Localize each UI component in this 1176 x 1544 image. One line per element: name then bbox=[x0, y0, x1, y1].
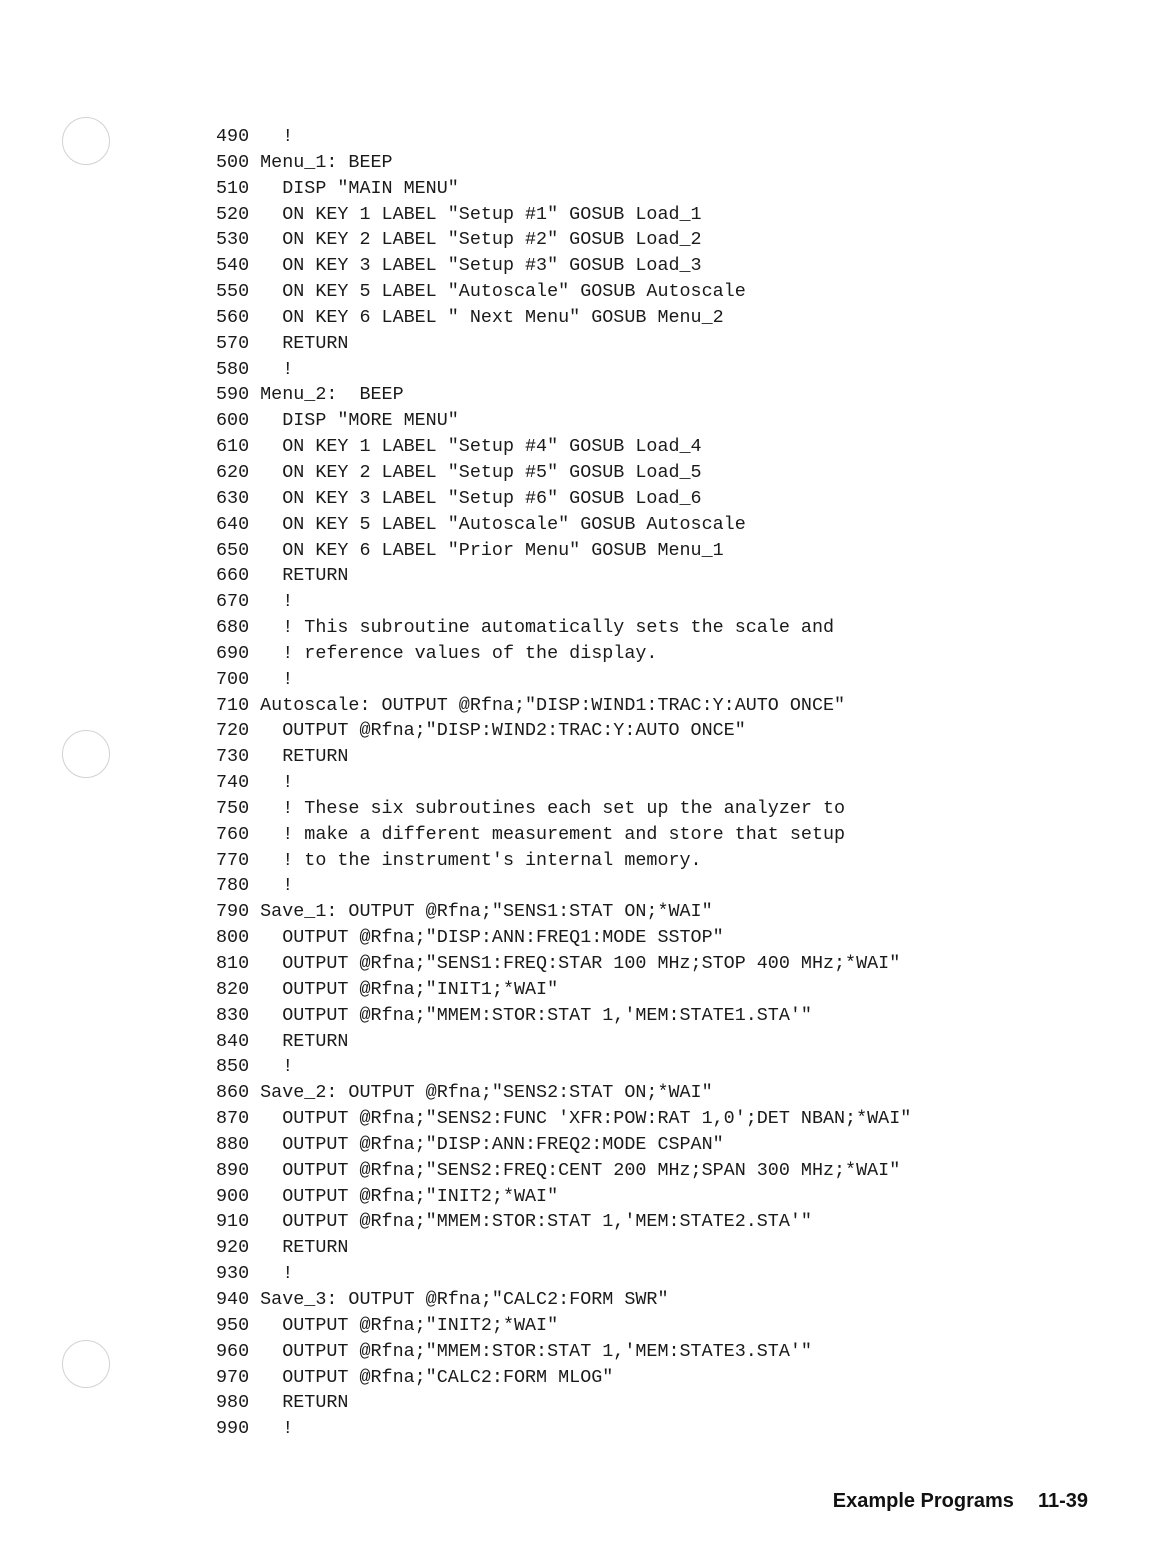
code-line: 710 Autoscale: OUTPUT @Rfna;"DISP:WIND1:TRAC:Y:AUTO ONCE" bbox=[216, 694, 846, 716]
code-line: 980 RETURN bbox=[216, 1392, 349, 1414]
code-line: 490 ! bbox=[216, 126, 294, 147]
footer-section-title: Example Programs bbox=[832, 1490, 1014, 1512]
code-line: 690 ! reference values of the display. bbox=[216, 642, 658, 664]
code-line: 890 OUTPUT @Rfna;"SENS2:FREQ:CENT 200 MHz;SPAN 300 MHz;*WAI" bbox=[216, 1159, 901, 1181]
code-line: 780 ! bbox=[216, 875, 294, 897]
code-line: 850 ! bbox=[216, 1056, 294, 1078]
code-line: 570 RETURN bbox=[216, 332, 349, 354]
code-line: 820 OUTPUT @Rfna;"INIT1;*WAI" bbox=[216, 978, 559, 1000]
code-line: 610 ON KEY 1 LABEL "Setup #4" GOSUB Load_4 bbox=[216, 436, 702, 458]
code-line: 760 ! make a different measurement and store that setup bbox=[216, 823, 846, 845]
code-line: 840 RETURN bbox=[216, 1030, 349, 1052]
code-line: 790 Save_1: OUTPUT @Rfna;"SENS1:STAT ON;*WAI" bbox=[216, 901, 713, 923]
code-line: 670 ! bbox=[216, 591, 294, 613]
code-line: 700 ! bbox=[216, 668, 294, 690]
code-line: 930 ! bbox=[216, 1263, 294, 1285]
code-line: 740 ! bbox=[216, 772, 294, 794]
code-line: 830 OUTPUT @Rfna;"MMEM:STOR:STAT 1,'MEM:STATE1.STA'" bbox=[216, 1004, 812, 1026]
code-line: 530 ON KEY 2 LABEL "Setup #2" GOSUB Load_2 bbox=[216, 229, 702, 251]
code-line: 900 OUTPUT @Rfna;"INIT2;*WAI" bbox=[216, 1185, 559, 1207]
punch-hole-middle bbox=[62, 730, 110, 778]
code-line: 550 ON KEY 5 LABEL "Autoscale" GOSUB Autoscale bbox=[216, 281, 746, 303]
code-line: 520 ON KEY 1 LABEL "Setup #1" GOSUB Load_1 bbox=[216, 203, 702, 225]
code-line: 720 OUTPUT @Rfna;"DISP:WIND2:TRAC:Y:AUTO ONCE" bbox=[216, 720, 746, 742]
code-line: 910 OUTPUT @Rfna;"MMEM:STOR:STAT 1,'MEM:STATE2.STA'" bbox=[216, 1211, 812, 1233]
code-line: 770 ! to the instrument's internal memory. bbox=[216, 849, 702, 871]
code-line: 810 OUTPUT @Rfna;"SENS1:FREQ:STAR 100 MHz;STOP 400 MHz;*WAI" bbox=[216, 953, 901, 974]
code-line: 500 Menu_1: BEEP bbox=[216, 151, 393, 173]
code-line: 960 OUTPUT @Rfna;"MMEM:STOR:STAT 1,'MEM:STATE3.STA'" bbox=[216, 1340, 812, 1362]
code-line: 970 OUTPUT @Rfna;"CALC2:FORM MLOG" bbox=[216, 1366, 614, 1388]
code-line: 800 OUTPUT @Rfna;"DISP:ANN:FREQ1:MODE SSTOP" bbox=[216, 927, 724, 949]
punch-hole-top bbox=[62, 117, 110, 165]
punch-hole-bottom bbox=[62, 1340, 110, 1388]
code-listing bbox=[216, 124, 956, 1442]
code-line: 940 Save_3: OUTPUT @Rfna;"CALC2:FORM SWR" bbox=[216, 1288, 669, 1310]
footer-page-number: 11-39 bbox=[1037, 1490, 1088, 1512]
code-line: 880 OUTPUT @Rfna;"DISP:ANN:FREQ2:MODE CSPAN" bbox=[216, 1133, 724, 1155]
code-line: 540 ON KEY 3 LABEL "Setup #3" GOSUB Load_3 bbox=[216, 255, 702, 277]
code-line: 510 DISP "MAIN MENU" bbox=[216, 177, 459, 199]
code-line: 650 ON KEY 6 LABEL "Prior Menu" GOSUB Menu_1 bbox=[216, 539, 724, 561]
code-line: 560 ON KEY 6 LABEL " Next Menu" GOSUB Menu_2 bbox=[216, 306, 724, 328]
code-line: 750 ! These six subroutines each set up the analyzer to bbox=[216, 797, 846, 819]
code-line: 640 ON KEY 5 LABEL "Autoscale" GOSUB Autoscale bbox=[216, 513, 746, 535]
code-line: 590 Menu_2: BEEP bbox=[216, 384, 404, 406]
code-line: 870 OUTPUT @Rfna;"SENS2:FUNC 'XFR:POW:RAT 1,0';DET NBAN;*WAI" bbox=[216, 1108, 912, 1130]
code-line: 950 OUTPUT @Rfna;"INIT2;*WAI" bbox=[216, 1314, 559, 1336]
code-line: 920 RETURN bbox=[216, 1237, 349, 1259]
page-footer bbox=[811, 1467, 1089, 1536]
code-line: 600 DISP "MORE MENU" bbox=[216, 410, 459, 432]
code-line: 680 ! This subroutine automatically sets the scale and bbox=[216, 617, 835, 639]
code-line: 630 ON KEY 3 LABEL "Setup #6" GOSUB Load_6 bbox=[216, 487, 702, 509]
code-line: 620 ON KEY 2 LABEL "Setup #5" GOSUB Load_5 bbox=[216, 461, 702, 483]
code-line: 580 ! bbox=[216, 358, 294, 380]
code-line: 860 Save_2: OUTPUT @Rfna;"SENS2:STAT ON;*WAI" bbox=[216, 1082, 713, 1104]
code-line: 660 RETURN bbox=[216, 565, 349, 587]
code-line: 990 ! bbox=[216, 1418, 294, 1440]
code-line: 730 RETURN bbox=[216, 746, 349, 768]
